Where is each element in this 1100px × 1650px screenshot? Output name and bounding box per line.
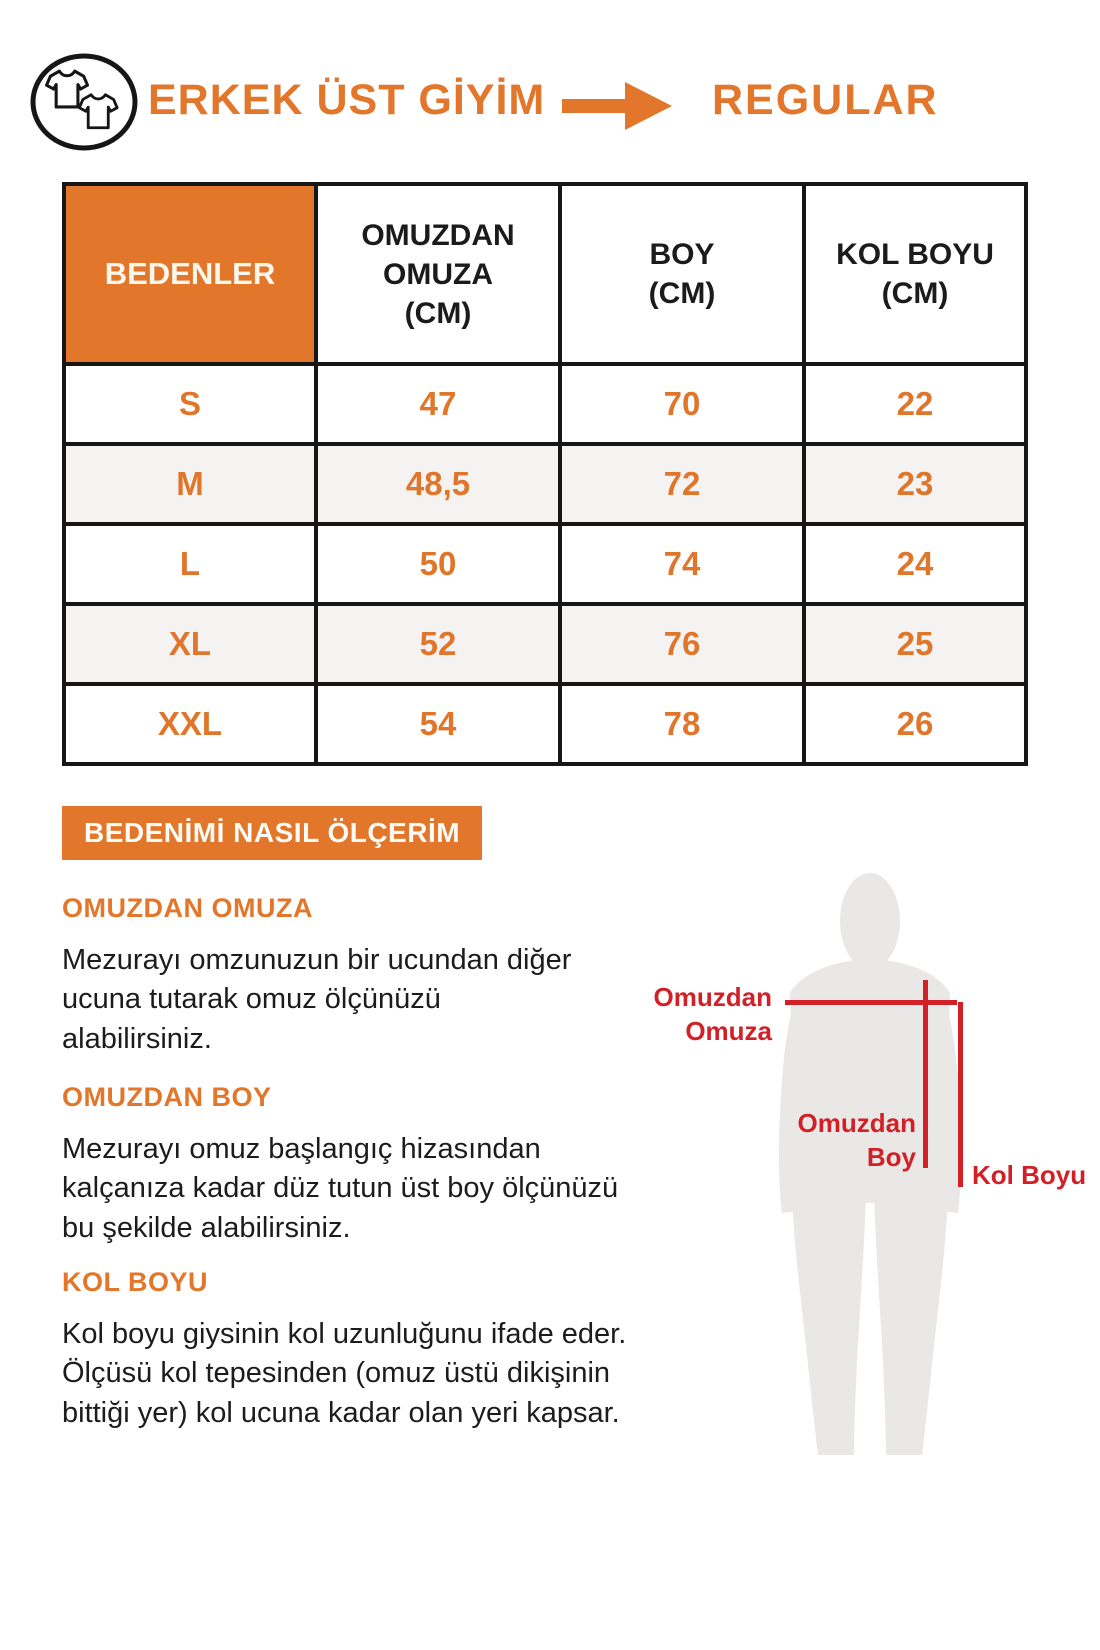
table-row: [64, 444, 1026, 524]
section-heading-shoulder: OMUZDAN OMUZA: [62, 893, 313, 923]
table-row: [64, 684, 1026, 764]
shoulder-value: 54: [316, 684, 560, 764]
column-header-line: (CM): [404, 296, 472, 330]
size-table: [62, 182, 1028, 766]
column-header-sizes: [64, 184, 316, 364]
sleeve-value: 23: [804, 444, 1026, 524]
sleeve-value: 25: [804, 604, 1026, 684]
shoulder-value: 52: [316, 604, 560, 684]
section-heading-sleeve: KOL BOYU: [62, 1267, 209, 1297]
sleeve-value: 24: [804, 524, 1026, 604]
arrow-right-icon: [562, 82, 672, 130]
column-header-line: (CM): [881, 277, 949, 310]
section-body-shoulder: Mezurayı omzunuzun bir ucundan diğer ucuna tutarak omuz ölçünüzü alabilirsiniz.: [62, 944, 572, 1055]
section-heading-length: OMUZDAN BOY: [62, 1082, 272, 1112]
shoulder-measure-line: [785, 1000, 957, 1005]
size-table-header-row: [64, 184, 1026, 364]
size-label: M: [64, 444, 316, 524]
page-title: ERKEK ÜST GİYİM: [148, 76, 546, 124]
shoulder-value: 47: [316, 364, 560, 444]
length-value: 70: [560, 364, 804, 444]
diagram-label-line: Omuzdan: [653, 982, 772, 1012]
column-header-shoulder: [316, 184, 560, 364]
column-header-line: KOL BOYU: [836, 238, 994, 271]
column-header-length: [560, 184, 804, 364]
section-body-length: Mezurayı omuz başlangıç hizasından kalçanıza kadar düz tutun üst boy ölçünüzü bu şekilde alabilirsiniz.: [62, 1133, 619, 1244]
table-row: [64, 524, 1026, 604]
shoulder-value: 48,5: [316, 444, 560, 524]
diagram-label-line: Omuzdan: [797, 1108, 916, 1138]
length-value: 76: [560, 604, 804, 684]
diagram-label-line: Omuza: [685, 1016, 772, 1047]
diagram-label-shoulder: [610, 980, 772, 1049]
column-header-line: OMUZA: [383, 257, 493, 291]
size-label: L: [64, 524, 316, 604]
diagram-label-length: [770, 1106, 916, 1175]
tshirts-icon: [28, 52, 140, 152]
diagram-label-sleeve: Kol Boyu: [972, 1160, 1087, 1190]
section-body-sleeve: Kol boyu giysinin kol uzunluğunu ifade eder. Ölçüsü kol tepesinden (omuz üstü dikişinin bittiği yer) kol ucuna kadar olan yeri kapsar.: [62, 1318, 627, 1429]
length-value: 74: [560, 524, 804, 604]
size-label: XXL: [64, 684, 316, 764]
table-row: [64, 604, 1026, 684]
length-value: 72: [560, 444, 804, 524]
table-row: [64, 364, 1026, 444]
length-value: 78: [560, 684, 804, 764]
sleeve-value: 26: [804, 684, 1026, 764]
fit-type-label: REGULAR: [712, 76, 939, 124]
size-label: XL: [64, 604, 316, 684]
column-header-line: OMUZDAN: [361, 218, 515, 252]
shoulder-value: 50: [316, 524, 560, 604]
how-to-measure-badge: BEDENİMİ NASIL ÖLÇERİM: [62, 806, 482, 860]
length-measure-line: [923, 980, 928, 1168]
sleeve-measure-line: [958, 1002, 963, 1187]
sleeve-value: 22: [804, 364, 1026, 444]
column-header-line: BOY: [649, 238, 715, 271]
column-header-sleeve: [804, 184, 1026, 364]
column-header-line: (CM): [648, 277, 716, 310]
size-label: S: [64, 364, 316, 444]
column-header-label: BEDENLER: [104, 256, 276, 291]
diagram-label-line: Boy: [866, 1142, 916, 1173]
